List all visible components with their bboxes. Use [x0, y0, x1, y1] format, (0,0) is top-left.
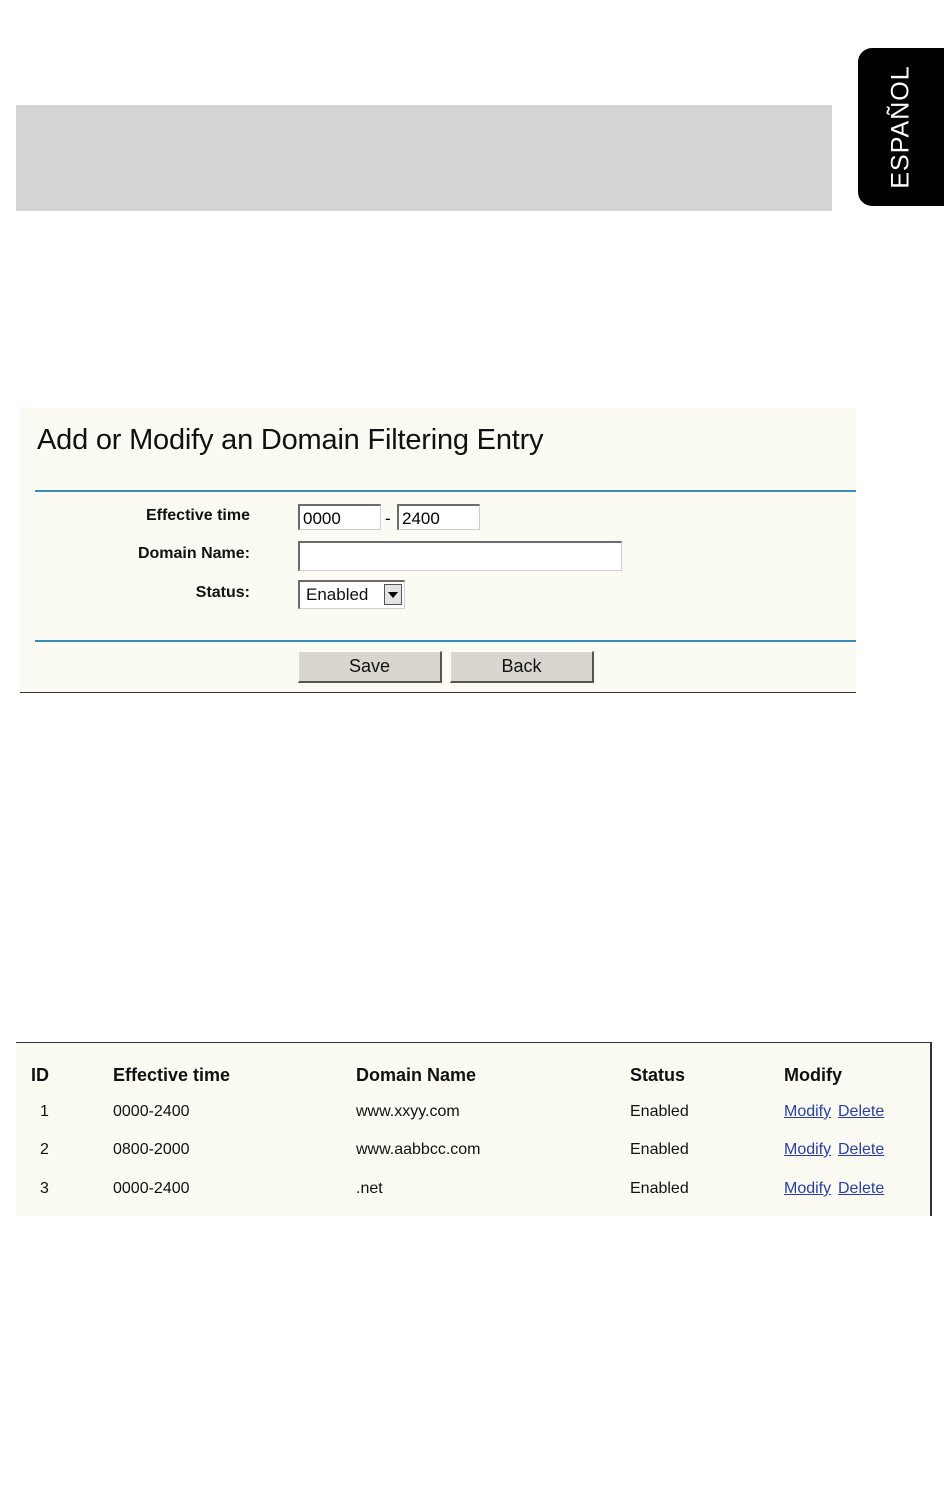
- row-domain: www.aabbcc.com: [356, 1141, 481, 1158]
- delete-link[interactable]: Delete: [838, 1141, 885, 1158]
- domain-name-input[interactable]: [298, 541, 622, 571]
- row-time: 0800-2000: [113, 1141, 190, 1158]
- row-id: 1: [40, 1103, 49, 1120]
- language-tab: [858, 48, 944, 206]
- effective-time-label: Effective time: [145, 507, 250, 524]
- status-select[interactable]: [298, 580, 405, 609]
- modify-link[interactable]: Modify: [784, 1180, 832, 1197]
- save-button[interactable]: Save: [298, 651, 442, 683]
- domain-filter-table: [16, 1042, 932, 1216]
- row-id: 3: [40, 1180, 49, 1197]
- header-id: ID: [31, 1065, 49, 1085]
- row-domain: .net: [356, 1180, 383, 1197]
- domain-name-label: Domain Name:: [137, 545, 250, 562]
- modify-link[interactable]: Modify: [784, 1103, 832, 1120]
- gray-banner: [16, 105, 832, 211]
- row-status: Enabled: [630, 1180, 689, 1197]
- language-tab-label: ESPAÑOL: [886, 65, 915, 189]
- row-domain: www.xxyy.com: [356, 1103, 460, 1120]
- status-selected-value: Enabled: [306, 585, 369, 604]
- row-status: Enabled: [630, 1141, 689, 1158]
- top-divider: [35, 490, 856, 492]
- time-separator: -: [385, 509, 391, 528]
- header-status: Status: [630, 1065, 686, 1085]
- header-domain-name: Domain Name: [356, 1065, 477, 1085]
- row-time: 0000-2400: [113, 1180, 190, 1197]
- bottom-divider: [35, 640, 856, 642]
- row-status: Enabled: [630, 1103, 689, 1120]
- delete-link[interactable]: Delete: [838, 1180, 885, 1197]
- dropdown-arrow-icon[interactable]: [384, 584, 402, 605]
- row-id: 2: [40, 1141, 49, 1158]
- delete-link[interactable]: Delete: [838, 1103, 885, 1120]
- header-effective-time: Effective time: [113, 1065, 231, 1085]
- start-time-input[interactable]: [298, 504, 381, 530]
- header-modify: Modify: [784, 1065, 842, 1085]
- modify-link[interactable]: Modify: [784, 1141, 832, 1158]
- end-time-input[interactable]: [397, 504, 480, 530]
- status-label: Status:: [195, 584, 250, 601]
- form-title: Add or Modify an Domain Filtering Entry: [37, 424, 544, 456]
- back-button[interactable]: Back: [450, 651, 594, 683]
- row-time: 0000-2400: [113, 1103, 190, 1120]
- domain-filter-form: [20, 408, 856, 693]
